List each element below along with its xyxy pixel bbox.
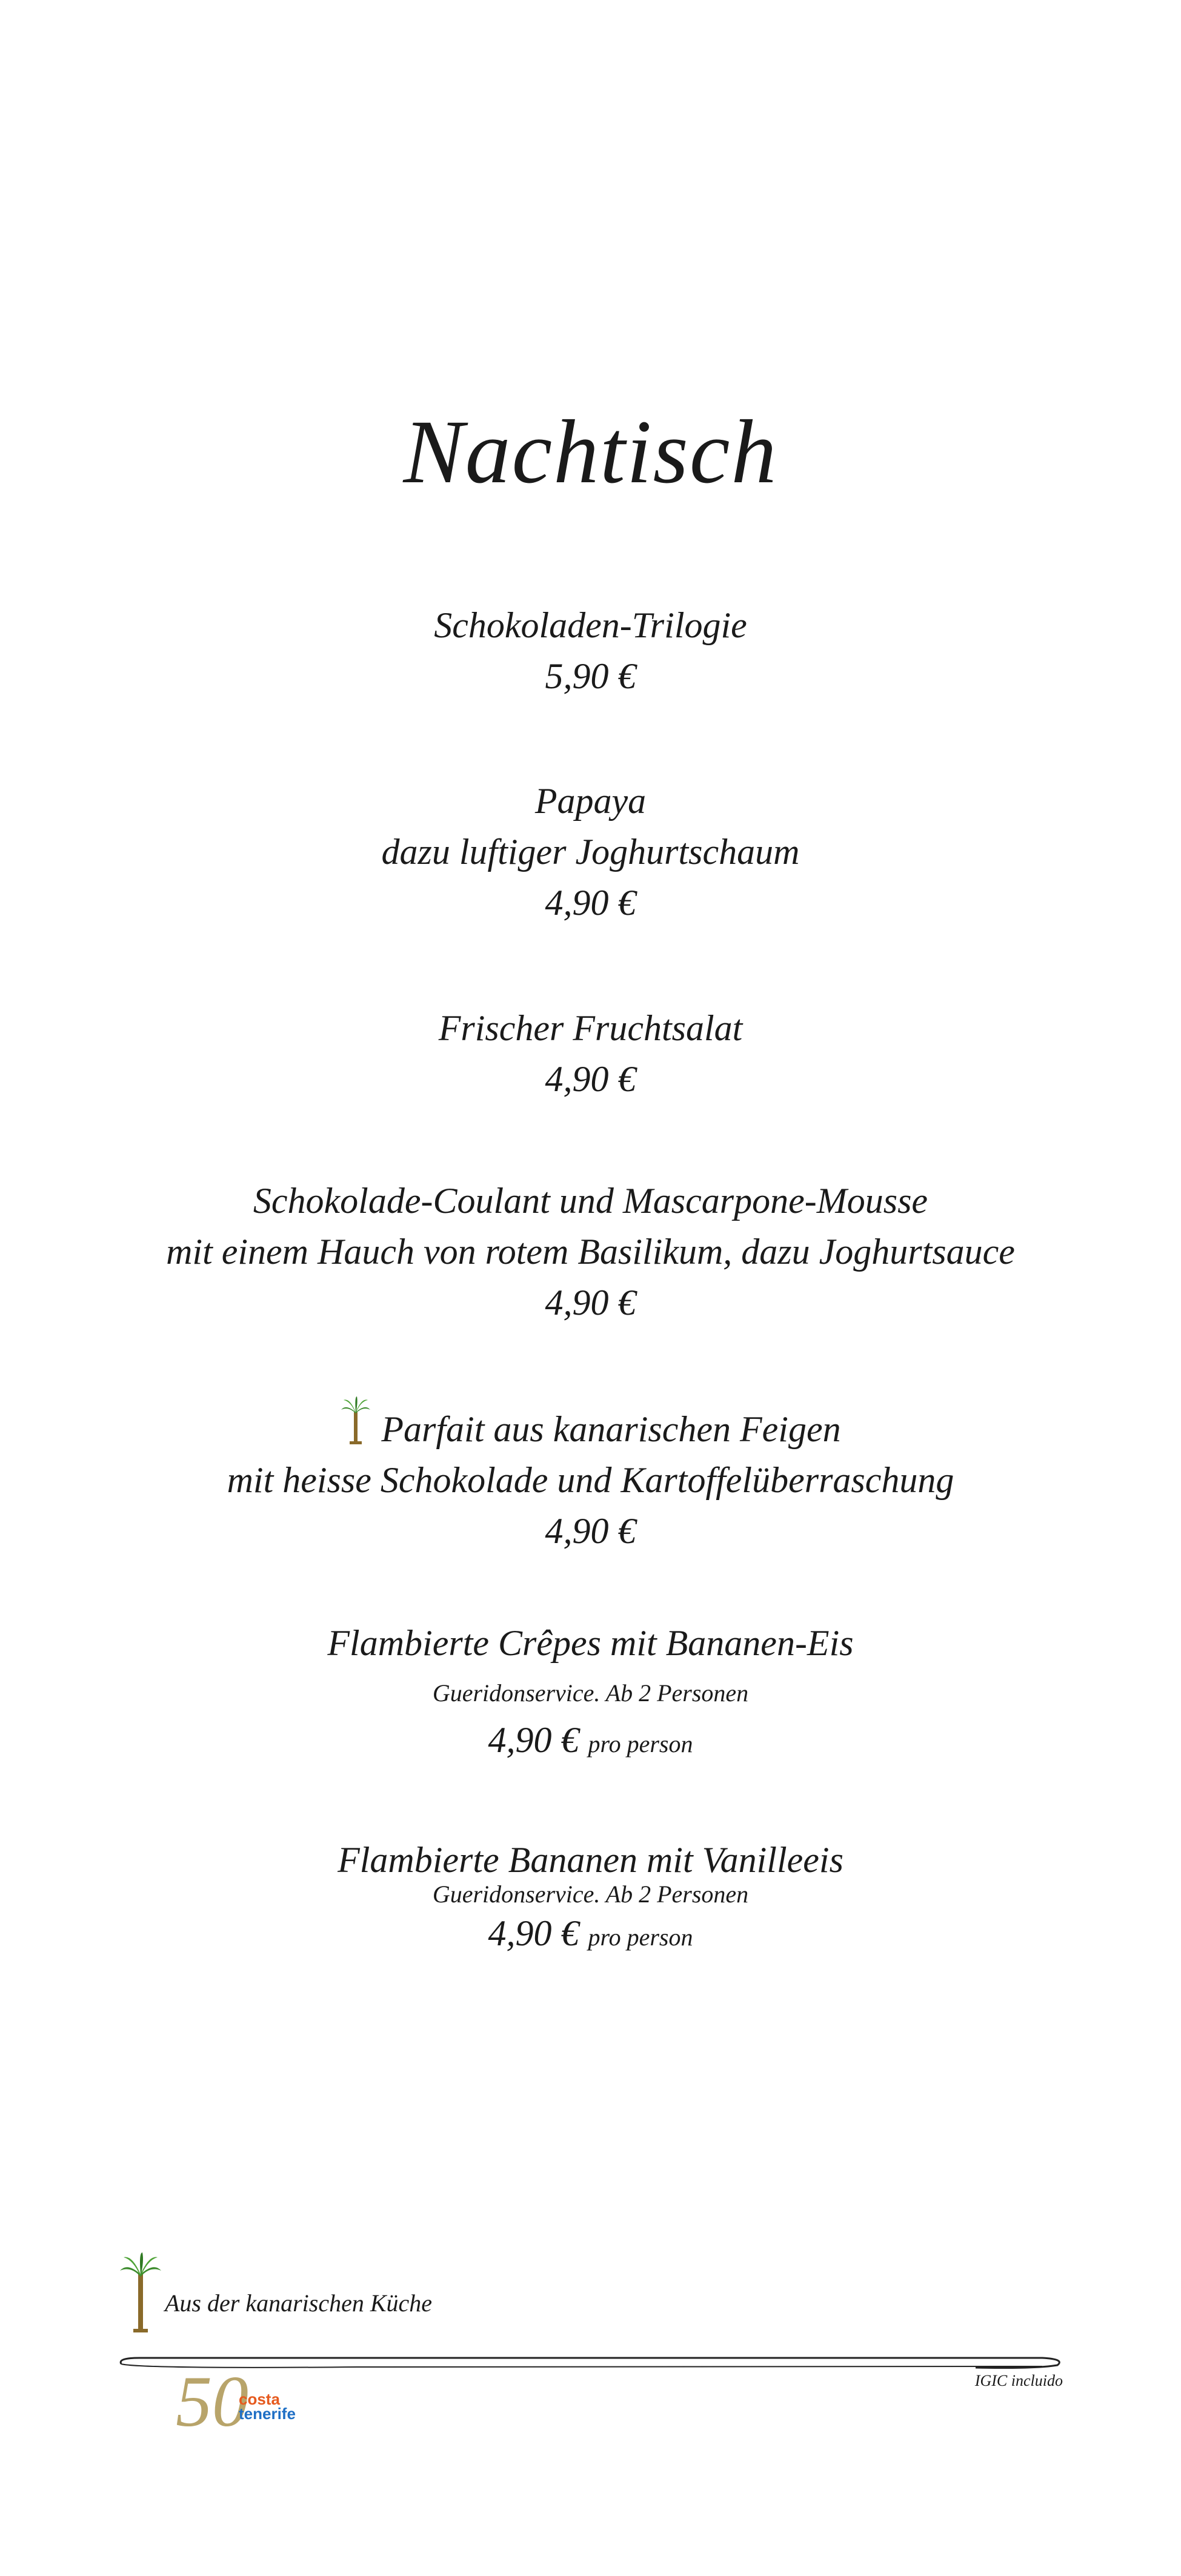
- logo-number: 50: [176, 2361, 248, 2442]
- dish-name: Flambierte Bananen mit Vanilleeis: [338, 1840, 843, 1880]
- dish-price: 4,90 €: [545, 1511, 636, 1551]
- dish-price-row: [0, 1908, 1181, 1963]
- dish-description: mit heisse Schokolade und Kartoffelüberraschung: [227, 1460, 954, 1500]
- dish-price: 4,90 €: [545, 883, 636, 923]
- dish-price: 5,90 €: [545, 656, 636, 696]
- dish-price: 4,90 €: [545, 1059, 636, 1099]
- palm-tree-icon: [119, 2252, 162, 2332]
- menu-item: [0, 1175, 1181, 1328]
- palm-tree-icon: [340, 1396, 371, 1445]
- dish-name: Schokolade-Coulant und Mascarpone-Mousse: [253, 1181, 928, 1221]
- menu-item: [0, 600, 1181, 702]
- dish-name: Frischer Fruchtsalat: [438, 1008, 743, 1048]
- page-title: Nachtisch: [403, 402, 778, 502]
- canarian-legend: Aus der kanarischen Küche: [165, 2289, 433, 2317]
- menu-item: [0, 1618, 1181, 1770]
- menu-item: [0, 1396, 1181, 1556]
- dish-name: Flambierte Crêpes mit Bananen-Eis: [327, 1623, 854, 1663]
- dish-price: 4,90 €: [545, 1283, 636, 1323]
- dish-note: Gueridonservice. Ab 2 Personen: [432, 1881, 749, 1908]
- dish-price: 4,90 €: [488, 1913, 579, 1953]
- logo-text-line2: tenerife: [239, 2405, 296, 2423]
- menu-item: [0, 1839, 1181, 1963]
- tax-note: IGIC incluido: [974, 2372, 1063, 2389]
- dish-price: 4,90 €: [488, 1720, 579, 1760]
- dish-name: Parfait aus kanarischen Feigen: [381, 1409, 841, 1449]
- dish-name-row: [0, 1396, 1181, 1455]
- dish-note: Gueridonservice. Ab 2 Personen: [432, 1679, 749, 1707]
- anniversary-logo: [176, 2361, 321, 2442]
- dish-name: Papaya: [534, 781, 647, 821]
- dish-description: mit einem Hauch von rotem Basilikum, dazu Joghurtsauce: [166, 1232, 1015, 1272]
- menu-item: [0, 1003, 1181, 1104]
- price-unit: pro person: [588, 1924, 693, 1951]
- dish-name: Schokoladen-Trilogie: [434, 605, 747, 645]
- menu-item: [0, 775, 1181, 928]
- dish-price-row: [0, 1715, 1181, 1770]
- dish-description: dazu luftiger Joghurtschaum: [381, 832, 800, 872]
- price-unit: pro person: [588, 1730, 693, 1758]
- logo-text-line1: costa: [239, 2390, 280, 2408]
